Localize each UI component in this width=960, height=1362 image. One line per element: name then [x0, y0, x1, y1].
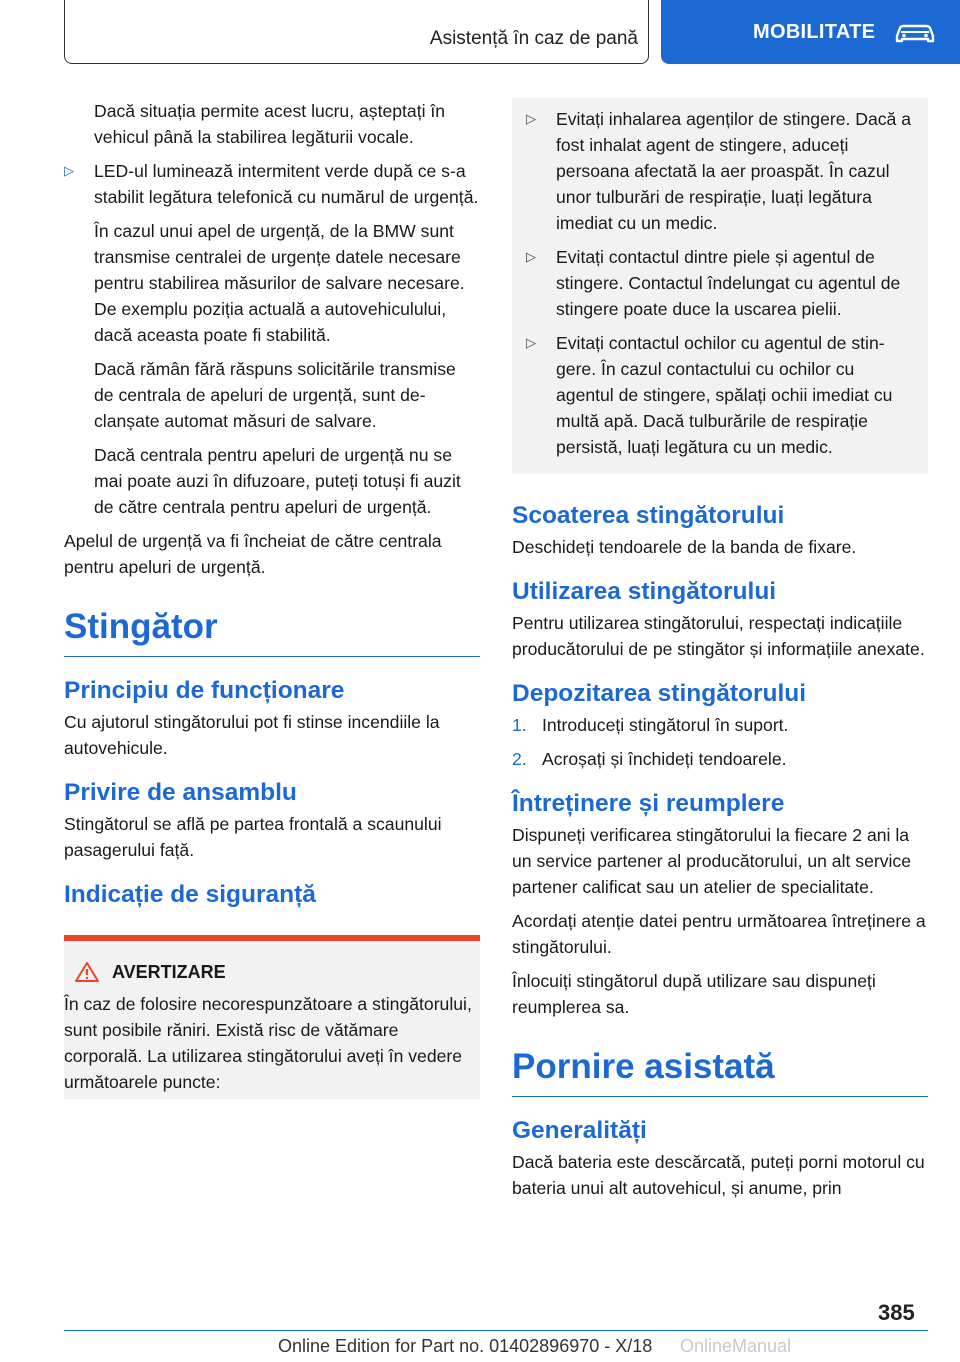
heading-overview: Privire de ansamblu	[64, 779, 297, 806]
warning-label: AVERTIZARE	[112, 962, 226, 982]
heading-divider	[512, 1096, 928, 1097]
heading-remove: Scoaterea stingătorului	[512, 502, 785, 529]
right-column	[512, 98, 928, 1209]
paragraph: Pentru utilizarea stingătorului, respectați indicațiile producătorului de pe stingător și informațiile anexate.	[512, 613, 925, 659]
edition-text: Online Edition for Part no. 01402896970 - X/18	[278, 1336, 653, 1356]
chapter-heading-extinguisher: Stingător	[64, 607, 218, 646]
left-column	[64, 98, 480, 1099]
list-item-text: Evitați contactul ochilor cu agentul de stingere. În cazul contactului cu ochilor cu agentul de stingere, spălați ochii imediat cu multă apă. Dacă tulburările de respirație persistă, luați legătura cu un medic.	[556, 333, 893, 457]
triangle-bullet-icon: ▷	[526, 335, 536, 350]
heading-principle: Principiu de funcționare	[64, 677, 345, 704]
heading-general: Generalități	[512, 1117, 647, 1144]
heading-use: Utilizarea stingătorului	[512, 578, 777, 605]
list-item	[526, 106, 914, 236]
list-item	[512, 746, 928, 772]
list-item	[526, 244, 914, 322]
warning-triangle-icon	[74, 961, 100, 983]
footer-divider	[64, 1330, 928, 1331]
heading-safety: Indicație de siguranță	[64, 881, 316, 908]
step-number: 2.	[512, 749, 527, 769]
list-item-text: LED-ul luminează intermitent verde după ce s-a stabilit legătura telefonică cu numărul de urgență.	[94, 161, 479, 207]
list-item	[64, 158, 480, 210]
paragraph: Dispuneți verificarea stingătorului la fiecare 2 ani la un service partener al producătorului, un alt service partener calificat sau un atelier de specialitate.	[512, 825, 912, 897]
chapter-label: MOBILITATE	[753, 20, 876, 43]
paragraph: Dacă rămân fără răspuns solicitările transmise de centrala de apeluri de urgență, sunt declanșate automat măsuri de salvare.	[94, 359, 456, 431]
step-number: 1.	[512, 715, 527, 735]
warning-title	[74, 959, 480, 985]
section-title: Asistență în caz de pană	[429, 28, 638, 49]
chapter-tab[interactable]	[661, 0, 960, 64]
paragraph: Dacă bateria este descărcată, puteți porni motorul cu bateria unui alt autovehicul, și anume, prin	[512, 1152, 925, 1198]
step-text: Introduceți stingătorul în suport.	[542, 715, 789, 735]
triangle-bullet-icon: ▷	[526, 249, 536, 264]
warning-box	[64, 935, 480, 1099]
paragraph: Apelul de urgență va fi încheiat de către centrala pentru apeluri de urgență.	[64, 531, 442, 577]
paragraph: Acordați atenție datei pentru următoarea întreținere a stingătorului.	[512, 911, 926, 957]
paragraph: Stingătorul se află pe partea frontală a scaunului pasagerului față.	[64, 814, 442, 860]
chapter-heading-jump-start: Pornire asistată	[512, 1047, 775, 1086]
car-icon	[891, 20, 939, 44]
triangle-bullet-icon: ▷	[64, 163, 74, 178]
heading-divider	[64, 656, 480, 657]
heading-store: Depozitarea stingătorului	[512, 680, 807, 707]
list-item-text: Evitați inhalarea agenților de stingere. Dacă a fost inhalat agent de stingere, aduceți persoana afectată la aer proaspăt. În cazul unor tulburări de respirație, luați legătura imediat cu un medic.	[556, 109, 912, 233]
page-number: 385	[878, 1300, 915, 1325]
paragraph: Cu ajutorul stingătorului pot fi stinse incendiile la autovehicule.	[64, 712, 440, 758]
paragraph: Dacă centrala pentru apeluri de urgență nu se mai poate auzi în difuzoare, puteți totuși fi auzit de către centrala pentru apeluri de urgență.	[94, 445, 461, 517]
triangle-bullet-icon: ▷	[526, 111, 536, 126]
watermark: OnlineManual	[680, 1336, 792, 1356]
paragraph: În cazul unui apel de urgență, de la BMW sunt transmise centralei de urgențe datele necesare pentru stabilirea măsurilor de salvare necesare. De exemplu poziția actuală a autovehiculului, dacă aceasta poate fi stabilită.	[94, 221, 465, 345]
step-text: Acroșați și închideți tendoarele.	[542, 749, 787, 769]
paragraph: Dacă situația permite acest lucru, așteptați în vehicul până la stabilirea legăturii vocale.	[94, 101, 446, 147]
list-item	[512, 712, 928, 738]
warning-text: În caz de folosire necorespunzătoare a stingătorului, sunt posibile răniri. Există risc de vătămare corporală. La utilizarea stingătorului aveți în vedere următoarele puncte:	[64, 994, 472, 1092]
heading-maintenance: Întreținere și reumplere	[512, 790, 785, 817]
list-item-text: Evitați contactul dintre piele și agentul de stingere. Contactul îndelungat cu agentul de stingere poate duce la uscarea pielii.	[556, 247, 901, 319]
list-item	[526, 330, 914, 460]
paragraph: Deschideți tendoarele de la banda de fixare.	[512, 537, 857, 557]
paragraph: Înlocuiți stingătorul după utilizare sau dispuneți reumplerea sa.	[512, 971, 876, 1017]
warning-continuation-box	[512, 98, 928, 474]
